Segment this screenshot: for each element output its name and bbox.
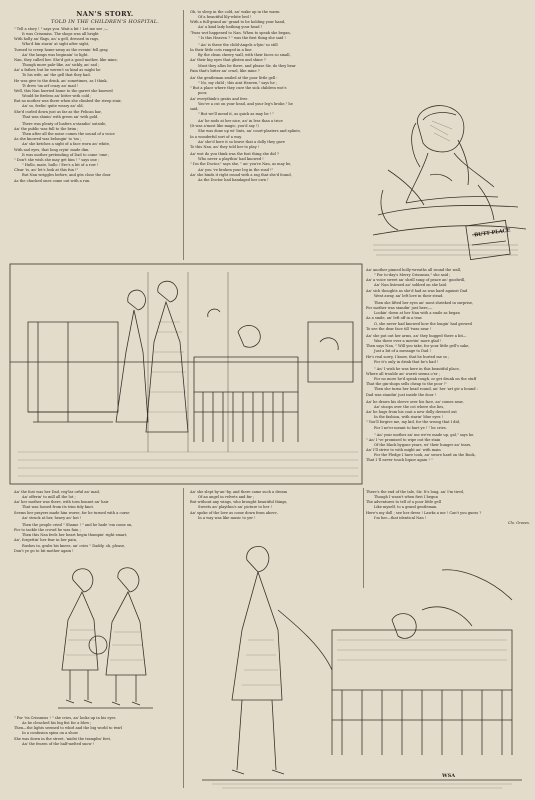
poem-line: That the gin-shops sells cheap to the poor !" bbox=[366, 382, 447, 387]
poem-column-2-top bbox=[190, 10, 362, 183]
poem-line: In a wonderful sort of a way. bbox=[190, 134, 242, 139]
poem-line: She'd curled down just as far as the Pelican bar, bbox=[14, 109, 102, 114]
poem-line: For the Pledge I have took, an' swore hard on the Book, bbox=[374, 453, 476, 458]
poem-line: Pain that's bitter an' cruel, like mine ? bbox=[190, 68, 260, 73]
poem-line: As a smile, an' left off in a tear. bbox=[366, 316, 423, 321]
poem-line: An', forgettin' her fear in her pain, bbox=[14, 538, 78, 543]
poem-line: It was Crissmiss. The shops was all bright bbox=[22, 32, 99, 37]
poem-line: Sweets an' playthin's an' picture to her ! bbox=[198, 505, 272, 510]
poem-line: An' sich thoughts as she'd had as was hard against Dad bbox=[366, 288, 468, 293]
poem-line: An' Nan listened an' sobbed on she laid. bbox=[374, 283, 448, 288]
poem-line: Seems her prayers made him worse, for he turned with a curse bbox=[14, 510, 130, 515]
poem-line: " For to-day's Merry Crissmiss," she said ; bbox=[374, 273, 451, 278]
poem-line: An' she put out her arms, an' they hugged there a bit— bbox=[366, 333, 467, 338]
column-rule bbox=[183, 10, 184, 260]
poem-line: As she knowed was belongin' to 'im ; bbox=[14, 137, 82, 142]
poem-column-1-low bbox=[14, 490, 180, 554]
poem-line: For no more he'd speak rough, or get drunk on the stuff bbox=[374, 377, 477, 382]
author-signature: Clo. Graves. bbox=[507, 521, 530, 525]
poem-line: " For 'tis Crissmiss ! " she cries, an' looks up in his eyes bbox=[14, 716, 116, 720]
poem-line: " Don't she wish she may get him ! " says one ; bbox=[14, 157, 100, 162]
poem-line: Then she turns her head round, an' her 'art giv a bound : bbox=[374, 387, 478, 392]
column-rule bbox=[183, 488, 184, 788]
poem-line: " But we'll mend it, as quick as may be ! " bbox=[198, 111, 275, 116]
poem-line: Where all trouble an' worrit seems o'er ; bbox=[366, 371, 440, 376]
poem-line: said, bbox=[190, 106, 199, 111]
poem-column-3-mid bbox=[366, 268, 530, 464]
poem-line: An' he hugs from his coat a new dolly dressed out bbox=[366, 410, 457, 415]
poem-line: In their little cots ranged in a line bbox=[190, 48, 252, 53]
poem-line: Went away, an' left love in their stead. bbox=[374, 293, 444, 298]
poem-line: Who'd bin starin' at sight after sight, bbox=[22, 42, 90, 47]
poem-line: An' their big eyes that glisten and shine ? bbox=[190, 58, 266, 63]
poem-line: An' she ketches a sight of a face worn an' white, bbox=[22, 142, 111, 147]
poem-line: She was done up wi' lints, an' court-plasters and splints, bbox=[198, 129, 301, 134]
poem-line: An' offerin' to mill all the lot ; bbox=[22, 495, 76, 500]
poem-line: An' spoke of the love as come down from above, bbox=[190, 510, 278, 515]
poem-column-2-low bbox=[190, 490, 360, 521]
poem-line: Here's my doll ; see her dress ! Lawks a me ! Can't you guess ? bbox=[366, 510, 482, 515]
poem-line: But Nan wriggles before, and gits close the door bbox=[22, 173, 111, 178]
poem-line: " No, my child ; this aint Heaven," says he ; bbox=[198, 81, 278, 86]
poem-line: An' a kind lady bathing your head ! bbox=[198, 25, 263, 30]
poem-column-1-top bbox=[14, 27, 180, 184]
poem-line: Dad was standin' just inside the door ! bbox=[366, 392, 437, 397]
poem-line: An' the frozen of the half-melted snow ! bbox=[22, 741, 95, 746]
poem-line: Who never a playthin' had knowed ! bbox=[198, 157, 264, 162]
poem-line: There's the end of the tale, Sir. It's long, an' I'm tired, bbox=[366, 490, 465, 494]
poem-line: Well, this Nan hurried home to the garret she knowed bbox=[14, 88, 113, 93]
page-title: NAN'S STORY. bbox=[76, 10, 134, 18]
poem-line: He was give to the drink, an' sometimes, as I think, bbox=[14, 78, 108, 83]
poem-line: " Is this Heaven ? " was the first thing she said ! bbox=[198, 35, 286, 40]
poem-line: An' so, feelin' quite weary an' old, bbox=[22, 104, 84, 109]
poem-line: " An' I 've promised to wipe out the stain bbox=[366, 437, 441, 442]
poem-line: I'm her—that identical Nan ! bbox=[374, 515, 427, 520]
two-girls-illustration bbox=[48, 560, 158, 710]
poem-line: It was mother pretending of Dad to come 'ome ; bbox=[22, 152, 110, 157]
poem-line: To this Nan, an' they told her to play ! bbox=[190, 144, 260, 149]
poem-line: Like myself, to a grand gentleman. bbox=[374, 505, 438, 510]
poem-line: Rushes in, grabs his knees, an' cries " Daddy, oh, please, bbox=[22, 543, 126, 548]
poem-line: An' a voice sweet an' shrill sung of peace an' goodwill, bbox=[366, 278, 466, 283]
poem-line: Of the black bygone years, wi' their hunger an' tears, bbox=[374, 443, 472, 447]
poem-line: Would be fireless an' bitter with cold ; bbox=[22, 94, 92, 99]
poem-line: Turned to creep home-away as the evenin' fell gray, bbox=[14, 47, 109, 52]
poem-line: He's real sorry, I know, that he hurted me so ; bbox=[366, 354, 450, 359]
poem-line: Tt drew 'im orf crazy an' mad ! bbox=[22, 83, 79, 88]
poem-line: Must they allus lie there, and please Sir, do they bear bbox=[198, 63, 296, 68]
poem-line: There was plenty of loafers a-standin' outside, bbox=[22, 121, 107, 126]
poem-line: In a way was like music to yer ! bbox=[198, 515, 256, 520]
poem-line: An' the lamps was beginnin' to light. bbox=[22, 52, 89, 57]
poem-line: An' stoops over the cot where she lies, bbox=[374, 404, 445, 409]
poem-line: For it's only in drink that he's bad ! bbox=[374, 359, 439, 364]
poem-line: " You'll forgive me, my kid, for the wrong that I did, bbox=[366, 420, 461, 425]
poem-line: But without any wings, who brought beautiful things, bbox=[190, 500, 288, 505]
poem-line: An' she binds it right round with a rag that she'd found, bbox=[190, 172, 292, 177]
poem-line: For to tackle the crowd he was fain ; bbox=[14, 528, 81, 533]
page-subtitle: TOLD IN THE CHILDREN'S HOSPITAL. bbox=[50, 19, 160, 25]
poem-line: Lookin' down at her Nan with a smile as began bbox=[374, 311, 460, 316]
poem-line: By the clean cheery wall, with their faces so small, bbox=[198, 53, 291, 58]
poem-line: For I ne'er meant to hurt ye ! " he cries. bbox=[374, 425, 447, 430]
poem-line: Nan, they called her. She'd got a good mother, like mine, bbox=[14, 57, 118, 62]
poem-line: An' wot do you think was the fust thing she did ? bbox=[190, 152, 279, 157]
poem-line: " An' your mother an' me we've made up, gal," says he, bbox=[374, 432, 475, 437]
poem-line: Was there ever a meetin' more glad ! bbox=[374, 339, 442, 344]
sign-text: BUTT PLACE bbox=[473, 227, 511, 239]
poem-line: That was loosed from its trim tidy knot. bbox=[22, 505, 95, 510]
poem-line: As he clenched his big fist for a blow ; bbox=[22, 721, 92, 726]
poem-line: Clear 'is, an' let's look at this fun !" bbox=[14, 168, 79, 173]
girl-with-doll-illustration bbox=[368, 95, 528, 260]
poem-line: In a confusion spins on a show. bbox=[22, 731, 79, 736]
poem-line: " But a place where they cure the sick children wot's bbox=[190, 86, 287, 91]
poem-line: 'Twas wot happened to Nan. When to speak she began, bbox=[190, 30, 291, 35]
poem-line: An' she slept by-an'-by, and there came such a dream bbox=[190, 490, 288, 494]
poem-line: " An' I wish he was here in this beautiful place, bbox=[374, 366, 460, 371]
poem-line: But no mother was there when she climbed the steep stair, bbox=[14, 99, 122, 104]
poem-line: To see the dear face till 'twas near ! bbox=[366, 326, 432, 331]
poem-line: For mother was standin' just here,— bbox=[366, 306, 433, 311]
poem-line: An' another pinned holly-wreaths all round the wall, bbox=[366, 268, 462, 272]
poem-line: An' I'll strive to with might an' with main bbox=[366, 448, 441, 453]
poem-line: Though more pale-like, an' sickly, an' sad ; bbox=[22, 63, 100, 68]
poem-line: " An' is these the child-Angels a-lyin' so still bbox=[198, 42, 278, 47]
poem-line: An' he nods at her nice, an' in less than a trice bbox=[198, 119, 283, 124]
poem-line: Though I wasn't when first I begun bbox=[374, 495, 438, 500]
poem-line: As the Doctor had bandaged her own ! bbox=[198, 177, 269, 182]
hospital-ward-illustration bbox=[8, 262, 364, 486]
poem-line: O, she never had knowed how the longin' had growed bbox=[374, 321, 472, 326]
poem-line: To his wife, an' the gell that they had. bbox=[22, 73, 91, 78]
poem-line: Then the people cried " Shame ! " and he hade 'em come on, bbox=[22, 522, 133, 527]
poem-line: An' a father, but he weren't so kind as might be bbox=[14, 68, 101, 73]
poem-line: Then this Nan feels her heart begin thumpin' right smart, bbox=[22, 533, 128, 538]
poem-line: That I 'll never touch liquor again ! " bbox=[366, 458, 433, 463]
poem-line: An' she'd bore it so brave that a dolly they gave bbox=[198, 139, 285, 144]
poem-line: With a full-grand an' grand to be holding your hand, bbox=[190, 20, 286, 25]
poem-line: " Tell a story ! " says you. Wait a bit ! Let me see ;— bbox=[14, 27, 109, 31]
poem-line: An' the gentleman smiled at the poor little gell : bbox=[190, 75, 278, 80]
poem-line: An' the public was full to the brim ; bbox=[14, 126, 79, 131]
poem-line: Then after all the noise comes the sound of a voice bbox=[22, 132, 115, 137]
poem-line: poor, bbox=[198, 91, 208, 96]
poem-line: Oh, to sleep in the cold, an' wake up in the warm bbox=[190, 10, 280, 14]
poem-line: An' everythink's gratis and free. bbox=[190, 96, 249, 101]
poem-line: (It was a'most like magic, you'd say !) bbox=[190, 124, 259, 129]
poem-line: Then she lifted her eyes an' most shrieked in surprise, bbox=[374, 300, 474, 305]
artist-monogram: WSA bbox=[442, 773, 456, 779]
poem-line: As the chucked ones come out with a run. bbox=[14, 178, 91, 183]
poem-line: Of an angel in velvets and fur ; bbox=[198, 495, 255, 500]
poem-line: In the fashion, with starin' blue eyes ! bbox=[374, 415, 444, 420]
poem-line: An' her mother was there, with torn bonnet an' hair bbox=[14, 500, 109, 505]
poem-line: She was down in the street, 'midst the tramplin' feet, bbox=[14, 736, 112, 741]
poem-line: An' he draws his sleeve over his face, an' comes near, bbox=[366, 399, 464, 404]
poem-line: Don't ye go to hit mother again ! bbox=[14, 548, 74, 553]
poem-line: The adventures to tell of a poor little gell bbox=[366, 500, 441, 505]
father-bedside-illustration bbox=[192, 540, 530, 795]
poem-line: Then—the lights seemed to whirl and the big world to twirl bbox=[14, 726, 123, 731]
poem-line: You've a cut on your head, and your leg's broke," he bbox=[198, 101, 293, 106]
poem-line: " Hullo, mate, hullo ! Ere's a bit of a row ! bbox=[22, 163, 99, 168]
poem-line: With holly an' flags, an' a gell, dressed in rags, bbox=[14, 37, 100, 42]
poem-line: " I'm the Doctor," says she, " an' you're Nan, as may be, bbox=[190, 162, 292, 167]
poem-line: Just a bit of a message to Dad ! bbox=[374, 349, 432, 354]
poem-line: Then says Nan, " Will you take, for your little gell's sake, bbox=[366, 344, 470, 349]
poem-line: An' struck at her, heavy an' hot ! bbox=[22, 515, 82, 520]
poem-line: Of a beautiful lily-white bed ! bbox=[198, 15, 252, 20]
poem-line: An' you 've broken your leg in the road !" bbox=[198, 167, 274, 172]
poem-column-3-low bbox=[366, 490, 530, 521]
poem-line: That was shinin' with green an' with gold. bbox=[22, 114, 99, 119]
poem-line: With sad eyes, that long cryin' made dim. bbox=[14, 147, 90, 152]
poem-line: An' the fust was her Dad, reg'lar orful an' mad, bbox=[14, 490, 100, 494]
poem-column-1-bottom bbox=[14, 716, 182, 747]
